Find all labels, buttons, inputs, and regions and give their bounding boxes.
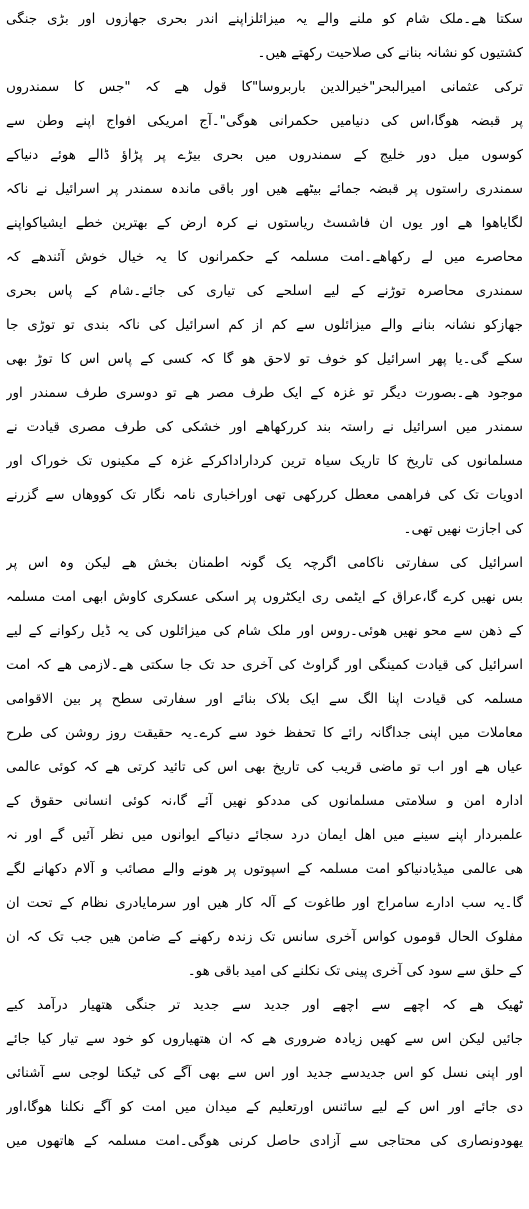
text-line: سکے گی۔یا پھر اسرائیل کو خوف تو لاحق ھو گا کہ کسی کے پاس اس کا توڑ بھی [6, 351, 523, 367]
text-line: کے حلق سے سود کی آخری پینی تک نکلنے کی امید باقی ھو۔ [187, 963, 523, 979]
text-line: موجود ھے۔بصورت دیگر تو غزہ کے ایک طرف مصر ھے تو دوسری طرف سمندر اور [6, 385, 523, 401]
text-line: اور اپنی نسل کو اس جدیدسے جدید اور اس سے بھی آگے کی ٹیکنا لوجی سے آشنائی [6, 1065, 523, 1081]
text-line: گا۔یہ سب ادارے سامراج اور طاغوت کے آلہ کار ھیں اور سرمایادری نظام کے تحت ان [6, 895, 523, 911]
text-line: علمبردار اپنے سینے میں اھل ایمان درد سجائے دنیاکے ایوانوں میں نظر آئیں گے اور نہ [6, 827, 523, 843]
text-line: سمندری راستوں پر قبضہ جمائے بیٹھے ھیں اور باقی ماندہ سمندر پر اسرائیل نے ناکہ [6, 181, 523, 197]
paragraph-3 [6, 546, 523, 988]
text-line: سمندری محاصرہ توڑنے کے لیے اسلحے کی تیاری کی جائے۔شام کے پاس بحری [6, 283, 523, 299]
text-line: ادویات تک کی فراھمی معطل کررکھی تھی اوراخباری نامہ نگار تک کووھاں سے گزرنے [6, 487, 523, 503]
text-line: مفلوک الحال قوموں کواس آخری سانس تک زندہ رکھنے کے ضامن ھیں جب تک کہ ان [6, 929, 523, 945]
text-line: ترکی عثمانی امیرالبحر"خیرالدین باربروسا"کا قول ھے کہ "جس کا سمندروں [6, 79, 523, 95]
text-line: معاملات میں اپنی جداگانہ رائے کا تحفظ خود سے کرے۔یہ حقیقت روز روشن کی طرح [6, 725, 523, 741]
text-line: مسلمہ کی قیادت اپنا الگ سے ایک بلاک بنائے اور سفارتی سطح پر بین الاقوامی [6, 691, 523, 707]
text-line: اسرائیل کی قیادت کمینگی اور گراوٹ کی آخری حد تک جا سکتی ھے۔لازمی ھے کہ امت [6, 657, 523, 673]
text-line: یھودونصاری کی محتاجی سے آزادی حاصل کرنی ھوگی۔امت مسلمہ کے ھاتھوں میں [6, 1133, 523, 1149]
text-line: سکتا ھے۔ملک شام کو ملنے والے یہ میزائلزاپنے اندر بحری جھازوں اور بڑی جنگی [6, 11, 523, 27]
paragraph-4 [6, 988, 523, 1158]
paragraph-2 [6, 70, 523, 546]
text-line: عیاں ھے اور اب تو ماضی قریب کی تاریخ بھی اس کی تائید کرتی ھے کہ کوئی عالمی [6, 759, 523, 775]
text-line: کشتیوں کو نشانہ بنانے کی صلاحیت رکھتے ھیں۔ [257, 45, 523, 61]
text-line: بس نھیں کرے گا،عراق کے ایٹمی ری ایکٹروں پر اسکی عسکری کاوش ابھی امت مسلمہ [6, 589, 523, 605]
text-line: ھی عالمی میڈیادنیاکو امت مسلمہ کے اسپوتوں پر ھونے والے مصائب و آلام دکھانے لگے [6, 861, 523, 877]
text-line: کوسوں میل دور خلیج کے سمندروں میں بحری بیڑے پر پڑاؤ ڈالے ھوئے دنیاکے [6, 147, 523, 163]
text-line: لگایاھوا ھے اور یوں ان فاشسٹ ریاستوں نے کرہ ارض کے بھترین خطے ایشیاکواپنے [6, 215, 523, 231]
text-line: سمندر میں اسرائیل نے راستہ بند کررکھاھے اور خشکی کی طرف مصری قیادت نے [6, 419, 523, 435]
text-line: کی اجازت نھیں تھی۔ [403, 521, 523, 537]
text-line: جھازکو نشانہ بنانے والے میزائلوں سے کم از کم اسرائیل کی ناکہ بندی تو توڑی جا [6, 317, 523, 333]
text-line: اسرائیل کی سفارتی ناکامی اگرچہ یک گونہ اطمنان بخش ھے لیکن وہ اس پر [6, 555, 523, 571]
text-line: مسلمانوں کی تاریخ کا تاریک سیاہ ترین کرداراداکرکے غزہ کے مکینوں تک خوراک اور [6, 453, 523, 469]
text-line: ٹھیک ھے کہ اچھے سے اچھے اور جدید سے جدید تر جنگی ھتھیار درآمد کیے [6, 997, 523, 1013]
text-line: محاصرے میں لے رکھاھے۔امت مسلمہ کے حکمرانوں کا یہ خیال خوش آئندھے کہ [6, 249, 523, 265]
text-line: کے ذھن سے محو نھیں ھوئی۔روس اور ملک شام کی میزائلوں کی یہ ڈیل رکوانے کے لیے [6, 623, 523, 639]
text-line: دی جائے اور اس کے لیے سائنس اورتعلیم کے میدان میں امت کو آگے نکلنا ھوگا،اور [6, 1099, 523, 1115]
text-line: پر قبضہ ھوگا،اس کی دنیامیں حکمرانی ھوگی"۔آج امریکی افواج اپنے وطن سے [6, 113, 523, 129]
paragraph-1 [6, 2, 523, 70]
text-line: جائیں لیکن اس سے کھیں زیادہ ضروری ھے کہ ان ھتھیاروں کو خود سے تیار کیا جائے [6, 1031, 523, 1047]
text-line: ادارہ امن و سلامتی مسلمانوں کی مددکو نھیں آئے گا،نہ کوئی انسانی حقوق کے [6, 793, 523, 809]
